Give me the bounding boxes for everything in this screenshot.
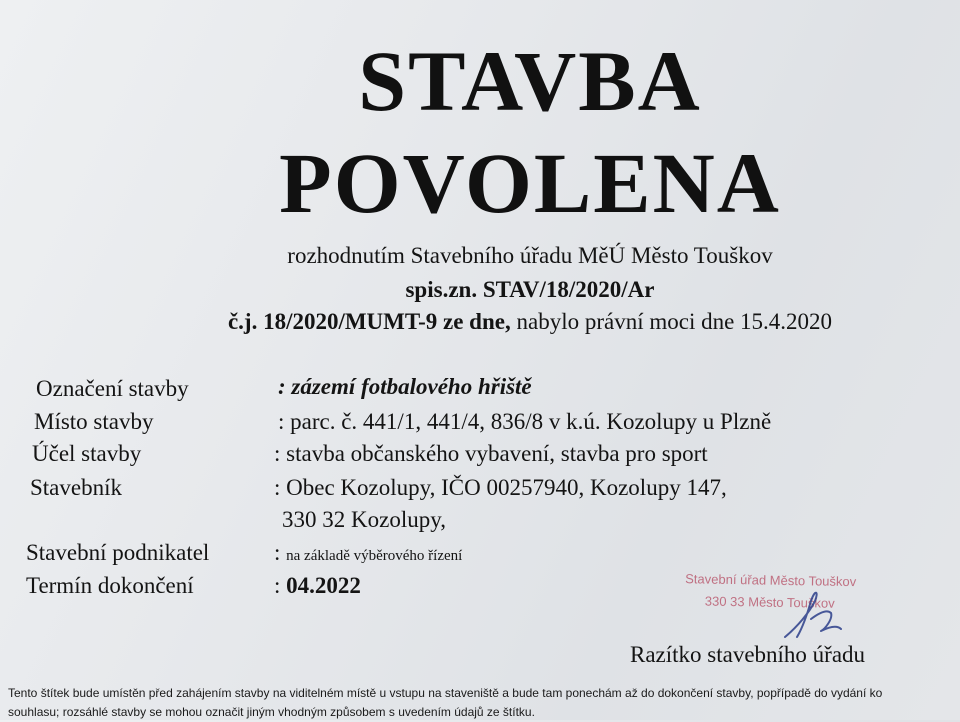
contractor-prefix: : (274, 540, 281, 565)
footer-line-1: Tento štítek bude umístěn před zahájením stavby na viditelném místě u vstupu na staveniště a bude tam ponechám až do dokončení stavby, popřípadě do vydání ko (8, 686, 883, 700)
designation-label: Označení stavby (36, 376, 189, 401)
title-line-1: STAVBA (358, 33, 702, 129)
case-reference: č.j. 18/2020/MUMT-9 ze dne, (227, 309, 511, 334)
completion-prefix: : (274, 573, 281, 598)
contractor-label: Stavební podnikatel (26, 540, 210, 565)
legal-force-date: nabylo právní moci dne 15.4.2020 (516, 309, 833, 334)
stamp-caption: Razítko stavebního úřadu (630, 642, 866, 667)
contractor-value: na základě výběrového řízení (286, 548, 463, 564)
purpose-value: : stavba občanského vybavení, stavba pro sport (274, 441, 708, 466)
stamp-line-2: 330 33 Město Touškov (704, 593, 835, 611)
builder-value-line-2: 330 32 Kozolupy, (282, 507, 446, 532)
completion-value: 04.2022 (286, 573, 361, 598)
purpose-label: Účel stavby (32, 441, 142, 466)
location-label: Místo stavby (34, 409, 154, 434)
builder-value-line-1: : Obec Kozolupy, IČO 00257940, Kozolupy 147, (274, 475, 727, 500)
title-line-2: POVOLENA (279, 135, 781, 231)
case-reference-line (0, 310, 960, 333)
designation-value: : zázemí fotbalového hřiště (278, 374, 532, 399)
stamp-line-1: Stavební úřad Město Touškov (685, 571, 857, 590)
builder-label: Stavebník (30, 475, 122, 500)
file-reference: spis.zn. STAV/18/2020/Ar (405, 277, 655, 302)
decision-line: rozhodnutím Stavebního úřadu MěÚ Město Touškov (287, 243, 773, 268)
completion-label: Termín dokončení (26, 573, 194, 598)
footer-note (8, 684, 960, 722)
location-value: : parc. č. 441/1, 441/4, 836/8 v k.ú. Kozolupy u Plzně (278, 409, 772, 434)
footer-line-2: souhlasu; rozsáhlé stavby se mohou označit jiným vhodným způsobem s uvedením údajů ze štítku. (8, 705, 535, 719)
completion-value-line (274, 574, 361, 597)
contractor-value-line (274, 541, 462, 564)
